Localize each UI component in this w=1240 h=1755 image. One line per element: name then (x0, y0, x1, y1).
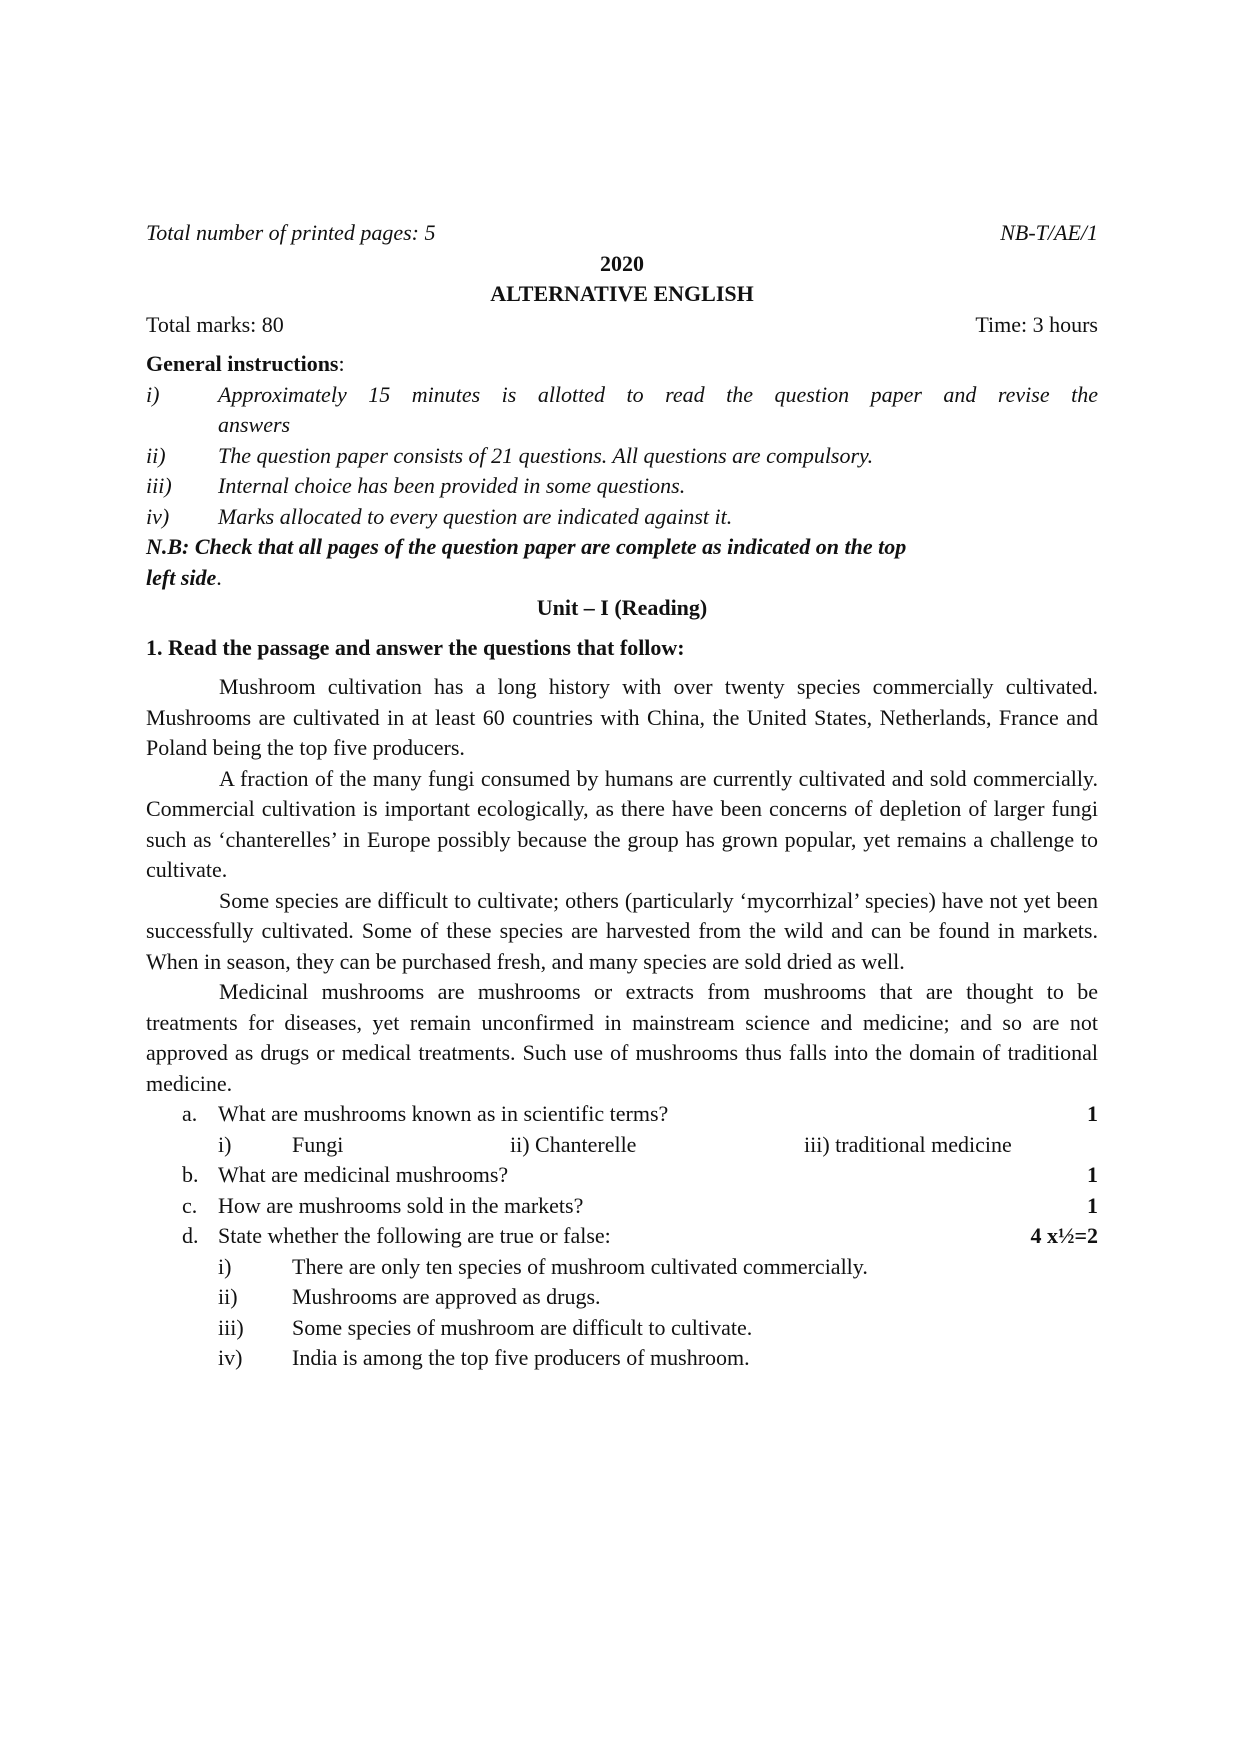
general-instructions-heading (146, 349, 1098, 380)
item-text: There are only ten species of mushroom cultivated commercially. (292, 1253, 868, 1279)
instruction-item (146, 441, 1098, 472)
option-2: ii) Chanterelle (510, 1131, 637, 1157)
instruction-text: Internal choice has been provided in some questions. (218, 473, 686, 498)
instruction-text (218, 380, 1098, 441)
passage-paragraph: Mushroom cultivation has a long history with over twenty species commercially cultivated. Mushrooms are cultivated in at least 60 countries with China, the United States, Netherlands, France and Poland being the top five producers. (146, 674, 1098, 760)
subquestion-marks: 1 (1087, 1162, 1098, 1187)
instruction-line: answers (218, 412, 291, 437)
exam-page (146, 218, 1098, 1374)
total-marks: Total marks: 80 (146, 311, 284, 337)
true-false-item (146, 1282, 1098, 1313)
passage-paragraph: Some species are difficult to cultivate; others (particularly ‘mycorrhizal’ species) have not yet been successfully cultivated. Some of these species are harvested from the wild and can be found in markets. When in season, they can be purchased fresh, and many species are sold dried as well. (146, 887, 1098, 974)
instructions-heading-colon: : (338, 351, 345, 376)
instruction-number: iii) (146, 473, 172, 498)
subquestion-d (146, 1221, 1098, 1252)
passage-paragraph: A fraction of the many fungi consumed by humans are currently cultivated and sold commercially. Commercial cultivation is important ecologically, as there have been concerns of depletion of larger fungi such as ‘chanterelles’ in Europe possibly because the group has grown popular, yet remains a challenge to cultivate. (146, 765, 1098, 882)
subquestion-text: What are mushrooms known as in scientific terms? (218, 1101, 669, 1126)
subquestion-marks: 4 x½=2 (1030, 1223, 1098, 1248)
unit-heading: Unit – I (Reading) (536, 595, 708, 620)
subquestion-a-options (146, 1130, 1098, 1161)
subquestion-letter: c. (182, 1192, 198, 1218)
option-3: iii) traditional medicine (804, 1131, 1012, 1157)
true-false-item (146, 1313, 1098, 1344)
instruction-item (146, 380, 1098, 441)
reading-passage (146, 672, 1098, 1099)
option-1: Fungi (292, 1131, 344, 1157)
subquestion-marks: 1 (1087, 1101, 1098, 1126)
subquestion-text: State whether the following are true or false: (218, 1223, 611, 1248)
true-false-item (146, 1343, 1098, 1374)
item-number: iii) (218, 1314, 244, 1340)
instruction-item (146, 502, 1098, 533)
instruction-text: The question paper consists of 21 questions. All questions are compulsory. (218, 442, 874, 468)
marks-time-row (146, 310, 1098, 341)
option-number: i) (218, 1131, 232, 1157)
nb-line: N.B: Check that all pages of the question paper are complete as indicated on the top (146, 534, 907, 559)
question-1-heading: 1. Read the passage and answer the questions that follow: (146, 634, 685, 660)
subject-title: ALTERNATIVE ENGLISH (490, 281, 754, 306)
nb-period: . (216, 564, 222, 590)
instruction-text: Marks allocated to every question are indicated against it. (218, 503, 733, 529)
item-number: i) (218, 1253, 232, 1279)
passage-paragraph: Medicinal mushrooms are mushrooms or extracts from mushrooms that are thought to be treatments for diseases, yet remain unconfirmed in mainstream science and medicine; and so are not approved as drugs or medical treatments. Such use of mushrooms thus falls into the domain of traditional medicine. (146, 979, 1098, 1096)
item-number: ii) (218, 1284, 238, 1309)
subquestion-c (146, 1191, 1098, 1222)
item-text: Mushrooms are approved as drugs. (292, 1284, 601, 1309)
item-text: India is among the top five producers of mushroom. (292, 1345, 750, 1370)
true-false-item (146, 1252, 1098, 1283)
subquestion-letter: a. (182, 1101, 198, 1126)
exam-year: 2020 (600, 250, 644, 276)
instruction-number: i) (146, 381, 160, 407)
instruction-line: Approximately 15 minutes is allotted to read the question paper and revise the (218, 381, 1098, 407)
item-text: Some species of mushroom are difficult to cultivate. (292, 1314, 753, 1340)
instruction-item (146, 471, 1098, 502)
subquestion-text: What are medicinal mushrooms? (218, 1162, 509, 1187)
subquestion-text: How are mushrooms sold in the markets? (218, 1192, 584, 1218)
subquestion-b (146, 1160, 1098, 1191)
item-number: iv) (218, 1345, 243, 1370)
instruction-number: iv) (146, 503, 170, 529)
subquestion-a (146, 1099, 1098, 1130)
time-allowed: Time: 3 hours (975, 311, 1098, 337)
instruction-number: ii) (146, 442, 166, 468)
nb-line: left side (146, 564, 217, 590)
header-row (146, 218, 1098, 249)
subquestion-marks: 1 (1087, 1192, 1098, 1218)
subquestion-letter: d. (182, 1223, 199, 1248)
nb-note (146, 532, 1098, 593)
subquestion-letter: b. (182, 1162, 199, 1187)
instructions-heading-text: General instructions (146, 351, 339, 376)
paper-code: NB-T/AE/1 (1000, 220, 1098, 245)
printed-pages-label: Total number of printed pages: 5 (146, 220, 436, 245)
